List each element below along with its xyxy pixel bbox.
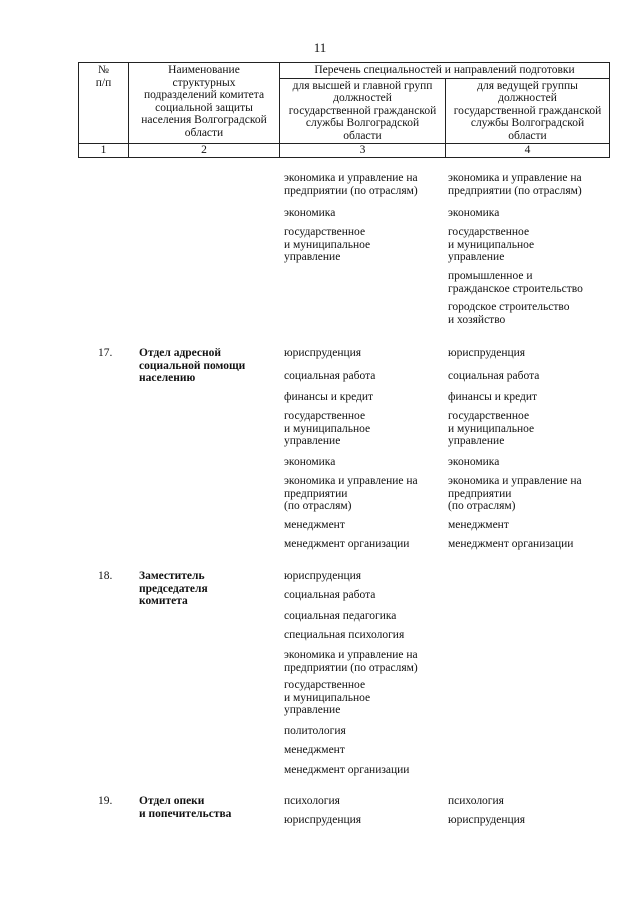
specialty-item: экономика	[284, 456, 336, 468]
specialty-item: менеджмент	[284, 519, 345, 531]
col-number-1: 1	[79, 144, 129, 158]
specialty-item: экономика	[448, 456, 500, 468]
col-number-4: 4	[446, 144, 610, 158]
specialty-item: экономика и управление на предприятии (по отраслям)	[284, 172, 418, 197]
header-list: Перечень специальностей и направлений подготовки	[280, 63, 610, 79]
specialty-item: государственное и муниципальное управление	[284, 226, 371, 263]
specialty-item: психология	[284, 795, 340, 807]
specialty-item: социальная педагогика	[284, 610, 397, 622]
specialty-item: менеджмент организации	[284, 538, 410, 550]
specialty-item: психология	[448, 795, 504, 807]
specialty-item: государственное и муниципальное управление	[284, 410, 371, 447]
header-name: Наименование структурных подразделений комитета социальной защиты населения Волгоградской области	[129, 63, 280, 144]
header-sub-lead: для ведущей группы должностей государственной гражданской службы Волгоградской области	[446, 78, 610, 144]
specialty-item: специальная психология	[284, 629, 405, 641]
row-number: 19.	[98, 795, 113, 807]
page-number: 11	[313, 40, 327, 55]
specialty-item: государственное и муниципальное управление	[448, 226, 535, 263]
specialty-item: социальная работа	[284, 370, 376, 382]
specialty-item: политология	[284, 725, 346, 737]
specialty-item: юриспруденция	[284, 570, 362, 582]
specialty-item: юриспруденция	[284, 814, 362, 826]
header-sub-high: для высшей и главной групп должностей государственной гражданской службы Волгоградской области	[280, 78, 446, 144]
specialty-item: экономика и управление на предприятии (по отраслям)	[448, 475, 582, 512]
specialty-item: промышленное и гражданское строительство	[448, 270, 583, 295]
col-number-2: 2	[129, 144, 280, 158]
specialty-item: экономика и управление на предприятии (по отраслям)	[284, 649, 418, 674]
specialty-item: социальная работа	[448, 370, 540, 382]
col-number-3: 3	[280, 144, 446, 158]
specialty-item: юриспруденция	[448, 814, 526, 826]
specialty-item: экономика и управление на предприятии (по отраслям)	[284, 475, 418, 512]
specialty-item: социальная работа	[284, 589, 376, 601]
specialty-item: государственное и муниципальное управление	[448, 410, 535, 447]
specialty-item: финансы и кредит	[284, 391, 374, 403]
row-number: 18.	[98, 570, 113, 582]
specialty-item: государственное и муниципальное управление	[284, 679, 371, 716]
header-num: № п/п	[79, 63, 129, 144]
specialty-item: менеджмент	[448, 519, 509, 531]
specialty-item: городское строительство и хозяйство	[448, 301, 570, 326]
specialty-item: экономика	[284, 207, 336, 219]
specialty-item: менеджмент организации	[284, 764, 410, 776]
specialty-item: менеджмент организации	[448, 538, 574, 550]
specialty-item: экономика и управление на предприятии (по отраслям)	[448, 172, 582, 197]
specialty-item: менеджмент	[284, 744, 345, 756]
specialty-item: юриспруденция	[448, 347, 526, 359]
unit-name: Заместитель председателя комитета	[139, 570, 208, 607]
header-table	[78, 62, 610, 158]
specialty-item: финансы и кредит	[448, 391, 538, 403]
specialty-item: экономика	[448, 207, 500, 219]
unit-name: Отдел адресной социальной помощи населению	[139, 347, 246, 384]
unit-name: Отдел опеки и попечительства	[139, 795, 232, 820]
specialty-item: юриспруденция	[284, 347, 362, 359]
row-number: 17.	[98, 347, 113, 359]
